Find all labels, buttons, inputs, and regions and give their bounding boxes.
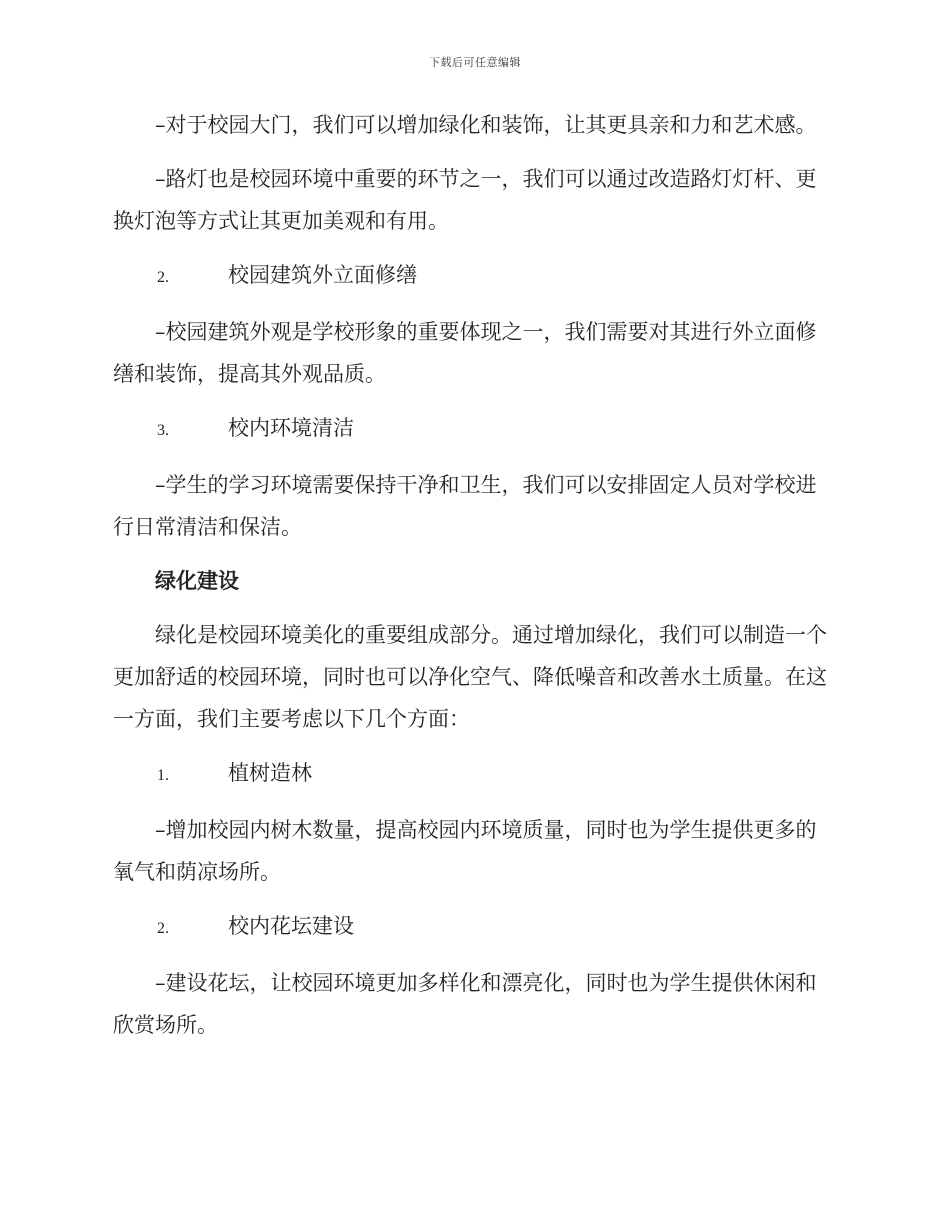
- list-item-label: 植树造林: [228, 761, 312, 785]
- paragraph-campus-gate: –对于校园大门，我们可以增加绿化和装饰，让其更具亲和力和艺术感。: [155, 113, 817, 137]
- section-heading-greening: 绿化建设: [155, 569, 239, 593]
- list-item-facade-repair: [113, 254, 833, 299]
- paragraph-cleaning: –学生的学习环境需要保持干净和卫生，我们可以安排固定人员对学校进行日常清洁和保洁。: [113, 473, 817, 539]
- list-item-number: 1.: [157, 767, 169, 784]
- list-item-cleaning: [113, 407, 833, 452]
- list-item-flower-beds: [113, 905, 833, 950]
- document-body: [113, 104, 833, 1058]
- header-note: 下载后可任意编辑: [429, 56, 521, 69]
- paragraph-flower-beds: –建设花坛，让校园环境更加多样化和漂亮化，同时也为学生提供休闲和欣赏场所。: [113, 971, 817, 1037]
- paragraph-tree-planting: –增加校园内树木数量，提高校园内环境质量，同时也为学生提供更多的氧气和荫凉场所。: [113, 818, 817, 884]
- paragraph-street-lamps: –路灯也是校园环境中重要的环节之一，我们可以通过改造路灯灯杆、更换灯泡等方式让其更加美观和有用。: [113, 167, 817, 233]
- list-item-tree-planting: [113, 752, 833, 797]
- paragraph-greening-intro: 绿化是校园环境美化的重要组成部分。通过增加绿化，我们可以制造一个更加舒适的校园环境，同时也可以净化空气、降低噪音和改善水土质量。在这一方面，我们主要考虑以下几个方面：: [113, 623, 827, 731]
- paragraph-facade-repair: –校园建筑外观是学校形象的重要体现之一，我们需要对其进行外立面修缮和装饰，提高其外观品质。: [113, 320, 817, 386]
- list-item-label: 校园建筑外立面修缮: [228, 263, 417, 287]
- list-item-number: 2.: [157, 269, 169, 286]
- list-item-label: 校内环境清洁: [228, 416, 354, 440]
- list-item-number: 3.: [157, 422, 169, 439]
- list-item-label: 校内花坛建设: [228, 914, 354, 938]
- list-item-number: 2.: [157, 920, 169, 937]
